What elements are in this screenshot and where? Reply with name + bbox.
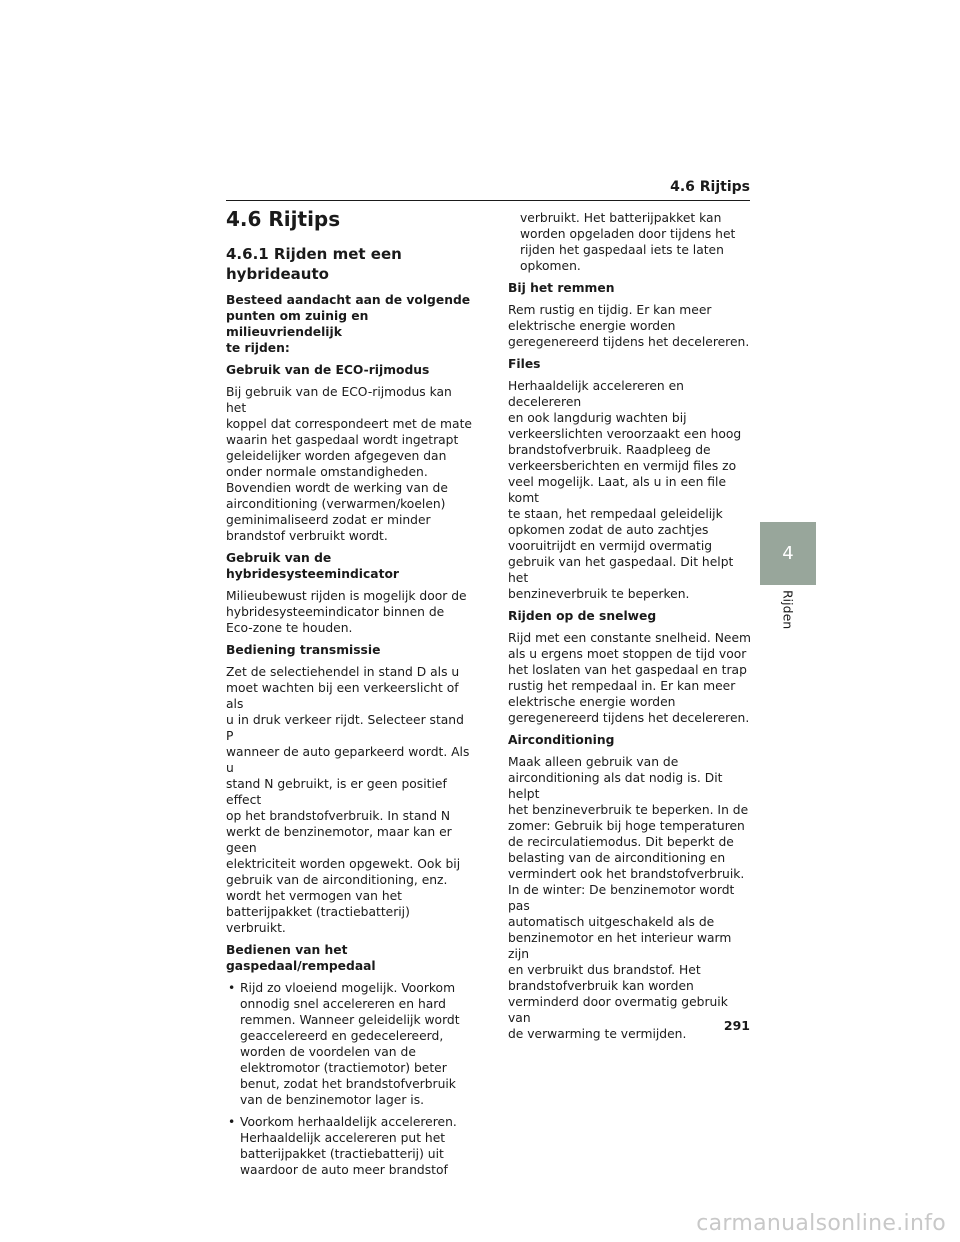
section-title: 4.6 Rijtips [226, 207, 341, 231]
chapter-side-label [760, 590, 816, 650]
right-column [508, 210, 752, 1048]
list-item-text: Rijd zo vloeiend mogelijk. Voorkom onnodig snel accelereren en hard remmen. Wanneer geleidelijk wordt geaccelereerd en gedecelereerd, worden de voordelen van de elektromotor (tractiemotor) beter benut, zodat het brandstofverbruik van de benzinemotor lager is. [240, 981, 460, 1107]
transmission-text: Zet de selectiehendel in stand D als u moet wachten bij een verkeerslicht of als u in druk verkeer rijdt. Selecteer stand P wanneer de auto geparkeerd wordt. Als u stand N gebruikt, is er geen positief effect op het brandstofverbruik. In stand N werkt de benzinemotor, maar kan er geen elektriciteit worden opgewekt. Ook bij gebruik van de airconditioning, enz. wordt het vermogen van het batterijpakket (tractiebatterij) verbruikt. [226, 665, 470, 935]
highway-heading: Rijden op de snelweg [508, 609, 657, 623]
eco-text: Bij gebruik van de ECO-rijmodus kan het koppel dat correspondeert met de mate waarin het gaspedaal wordt ingetrapt geleidelijker worden afgegeven dan onder normale omstandigheden. Bovendien wordt de werking van de airconditioning (verwarmen/koelen) geminimaliseerd zodat er minder brandstof verbruikt wordt. [226, 385, 472, 543]
watermark: carmanualsonline.info [696, 1211, 946, 1236]
transmission-heading: Bediening transmissie [226, 643, 381, 657]
header-rule [226, 200, 750, 201]
bullet-continuation: verbruikt. Het batterijpakket kan worden opgeladen door tijdens het rijden het gaspedaal iets te laten opkomen. [520, 211, 736, 273]
ac-heading: Airconditioning [508, 733, 615, 747]
chapter-label: Rijden [780, 590, 796, 630]
list-item [226, 980, 472, 1108]
intro-text: Besteed aandacht aan de volgende punten om zuinig en milieuvriendelijk te rijden: [226, 293, 471, 355]
braking-text: Rem rustig en tijdig. Er kan meer elektrische energie worden geregenereerd tijdens het decelereren. [508, 303, 750, 349]
list-item [226, 1114, 472, 1178]
left-column [226, 206, 472, 1184]
subsection-title: 4.6.1 Rijden met een hybrideauto [226, 245, 402, 283]
highway-text: Rijd met een constante snelheid. Neem als u ergens moet stoppen de tijd voor het loslaten van het gaspedaal en trap rustig het rempedaal in. Er kan meer elektrische energie worden geregenereerd tijdens het decelereren. [508, 631, 752, 725]
hybrid-indicator-heading: Gebruik van de hybridesysteemindicator [226, 551, 399, 581]
hybrid-indicator-text: Milieubewust rijden is mogelijk door de hybridesysteemindicator binnen de Eco-zone te houden. [226, 589, 467, 635]
page-number: 291 [723, 1018, 750, 1033]
traffic-heading: Files [508, 357, 541, 371]
pedal-bullet-list [226, 980, 472, 1178]
traffic-text: Herhaaldelijk accelereren en decelereren en ook langdurig wachten bij verkeerslichten veroorzaakt een hoog brandstofverbruik. Raadpleeg de verkeersberichten en vermijd files zo veel mogelijk. Laat, als u in een file komt te staan, het rempedaal geleidelijk opkomen zodat de auto zachtjes vooruitrijdt en vermijd overmatig gebruik van het gaspedaal. Dit helpt het benzineverbruik te beperken. [508, 379, 742, 601]
chapter-tab[interactable] [760, 522, 816, 585]
list-item-text: Voorkom herhaaldelijk accelereren. Herhaaldelijk accelereren put het batterijpakket (tractiebatterij) uit waardoor de auto meer brandstof [240, 1115, 457, 1177]
pedal-heading: Bedienen van het gaspedaal/rempedaal [226, 943, 376, 973]
chapter-number: 4 [782, 543, 794, 564]
bullet-icon: • [228, 981, 236, 995]
eco-heading: Gebruik van de ECO-rijmodus [226, 363, 430, 377]
ac-text: Maak alleen gebruik van de airconditioning als dat nodig is. Dit helpt het benzineverbruik te beperken. In de zomer: Gebruik bij hoge temperaturen de recirculatiemodus. Dit beperkt de belasting van de airconditioning en vermindert ook het brandstofverbruik. In de winter: De benzinemotor wordt pas automatisch uitgeschakeld als de benzinemotor en het interieur warm zijn en verbruikt dus brandstof. Het brandstofverbruik kan worden verminderd door overmatig gebruik van de verwarming te vermijden. [508, 755, 749, 1041]
bullet-icon: • [228, 1115, 236, 1129]
running-header: 4.6 Rijtips [670, 179, 750, 195]
braking-heading: Bij het remmen [508, 281, 615, 295]
